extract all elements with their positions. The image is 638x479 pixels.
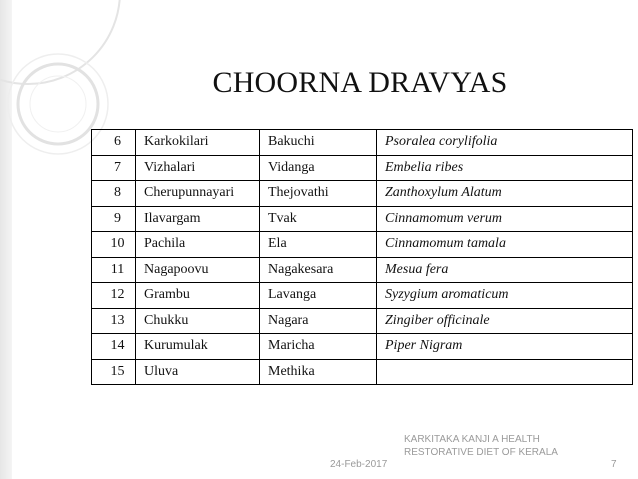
botanical-name: Cinnamomum tamala bbox=[377, 232, 633, 258]
slide-title: CHOORNA DRAVYAS bbox=[212, 66, 508, 99]
table-row bbox=[92, 130, 633, 156]
row-number: 12 bbox=[92, 283, 136, 309]
botanical-name: Zingiber officinale bbox=[377, 308, 633, 334]
table-row bbox=[92, 334, 633, 360]
malayalam-name: Grambu bbox=[136, 283, 260, 309]
table-row bbox=[92, 283, 633, 309]
botanical-name: Cinnamomum verum bbox=[377, 206, 633, 232]
page-number: 7 bbox=[611, 459, 617, 470]
sanskrit-name: Maricha bbox=[260, 334, 377, 360]
botanical-name: Piper Nigram bbox=[377, 334, 633, 360]
row-number: 8 bbox=[92, 181, 136, 207]
botanical-name: Embelia ribes bbox=[377, 155, 633, 181]
malayalam-name: Karkokilari bbox=[136, 130, 260, 156]
sanskrit-name: Thejovathi bbox=[260, 181, 377, 207]
botanical-name: Mesua fera bbox=[377, 257, 633, 283]
dravyas-table bbox=[91, 129, 633, 385]
sanskrit-name: Lavanga bbox=[260, 283, 377, 309]
botanical-name bbox=[377, 359, 633, 385]
table-row bbox=[92, 359, 633, 385]
table-row bbox=[92, 232, 633, 258]
row-number: 6 bbox=[92, 130, 136, 156]
footer-title-line-2: RESTORATIVE DIET OF KERALA bbox=[404, 446, 558, 458]
table-row bbox=[92, 308, 633, 334]
footer-title-line-1: KARKITAKA KANJI A HEALTH bbox=[404, 434, 540, 445]
sanskrit-name: Ela bbox=[260, 232, 377, 258]
malayalam-name: Vizhalari bbox=[136, 155, 260, 181]
row-number: 14 bbox=[92, 334, 136, 360]
malayalam-name: Kurumulak bbox=[136, 334, 260, 360]
row-number: 10 bbox=[92, 232, 136, 258]
botanical-name: Zanthoxylum Alatum bbox=[377, 181, 633, 207]
botanical-name: Syzygium aromaticum bbox=[377, 283, 633, 309]
malayalam-name: Ilavargam bbox=[136, 206, 260, 232]
row-number: 13 bbox=[92, 308, 136, 334]
malayalam-name: Cherupunnayari bbox=[136, 181, 260, 207]
malayalam-name: Pachila bbox=[136, 232, 260, 258]
table-row bbox=[92, 181, 633, 207]
sanskrit-name: Vidanga bbox=[260, 155, 377, 181]
row-number: 11 bbox=[92, 257, 136, 283]
sanskrit-name: Bakuchi bbox=[260, 130, 377, 156]
row-number: 15 bbox=[92, 359, 136, 385]
table-row bbox=[92, 155, 633, 181]
sanskrit-name: Nagakesara bbox=[260, 257, 377, 283]
footer-date: 24-Feb-2017 bbox=[330, 459, 388, 470]
botanical-name: Psoralea corylifolia bbox=[377, 130, 633, 156]
footer-title bbox=[404, 434, 584, 459]
malayalam-name: Nagapoovu bbox=[136, 257, 260, 283]
malayalam-name: Chukku bbox=[136, 308, 260, 334]
table-row bbox=[92, 206, 633, 232]
sanskrit-name: Nagara bbox=[260, 308, 377, 334]
row-number: 7 bbox=[92, 155, 136, 181]
sanskrit-name: Tvak bbox=[260, 206, 377, 232]
row-number: 9 bbox=[92, 206, 136, 232]
sanskrit-name: Methika bbox=[260, 359, 377, 385]
malayalam-name: Uluva bbox=[136, 359, 260, 385]
table-row bbox=[92, 257, 633, 283]
